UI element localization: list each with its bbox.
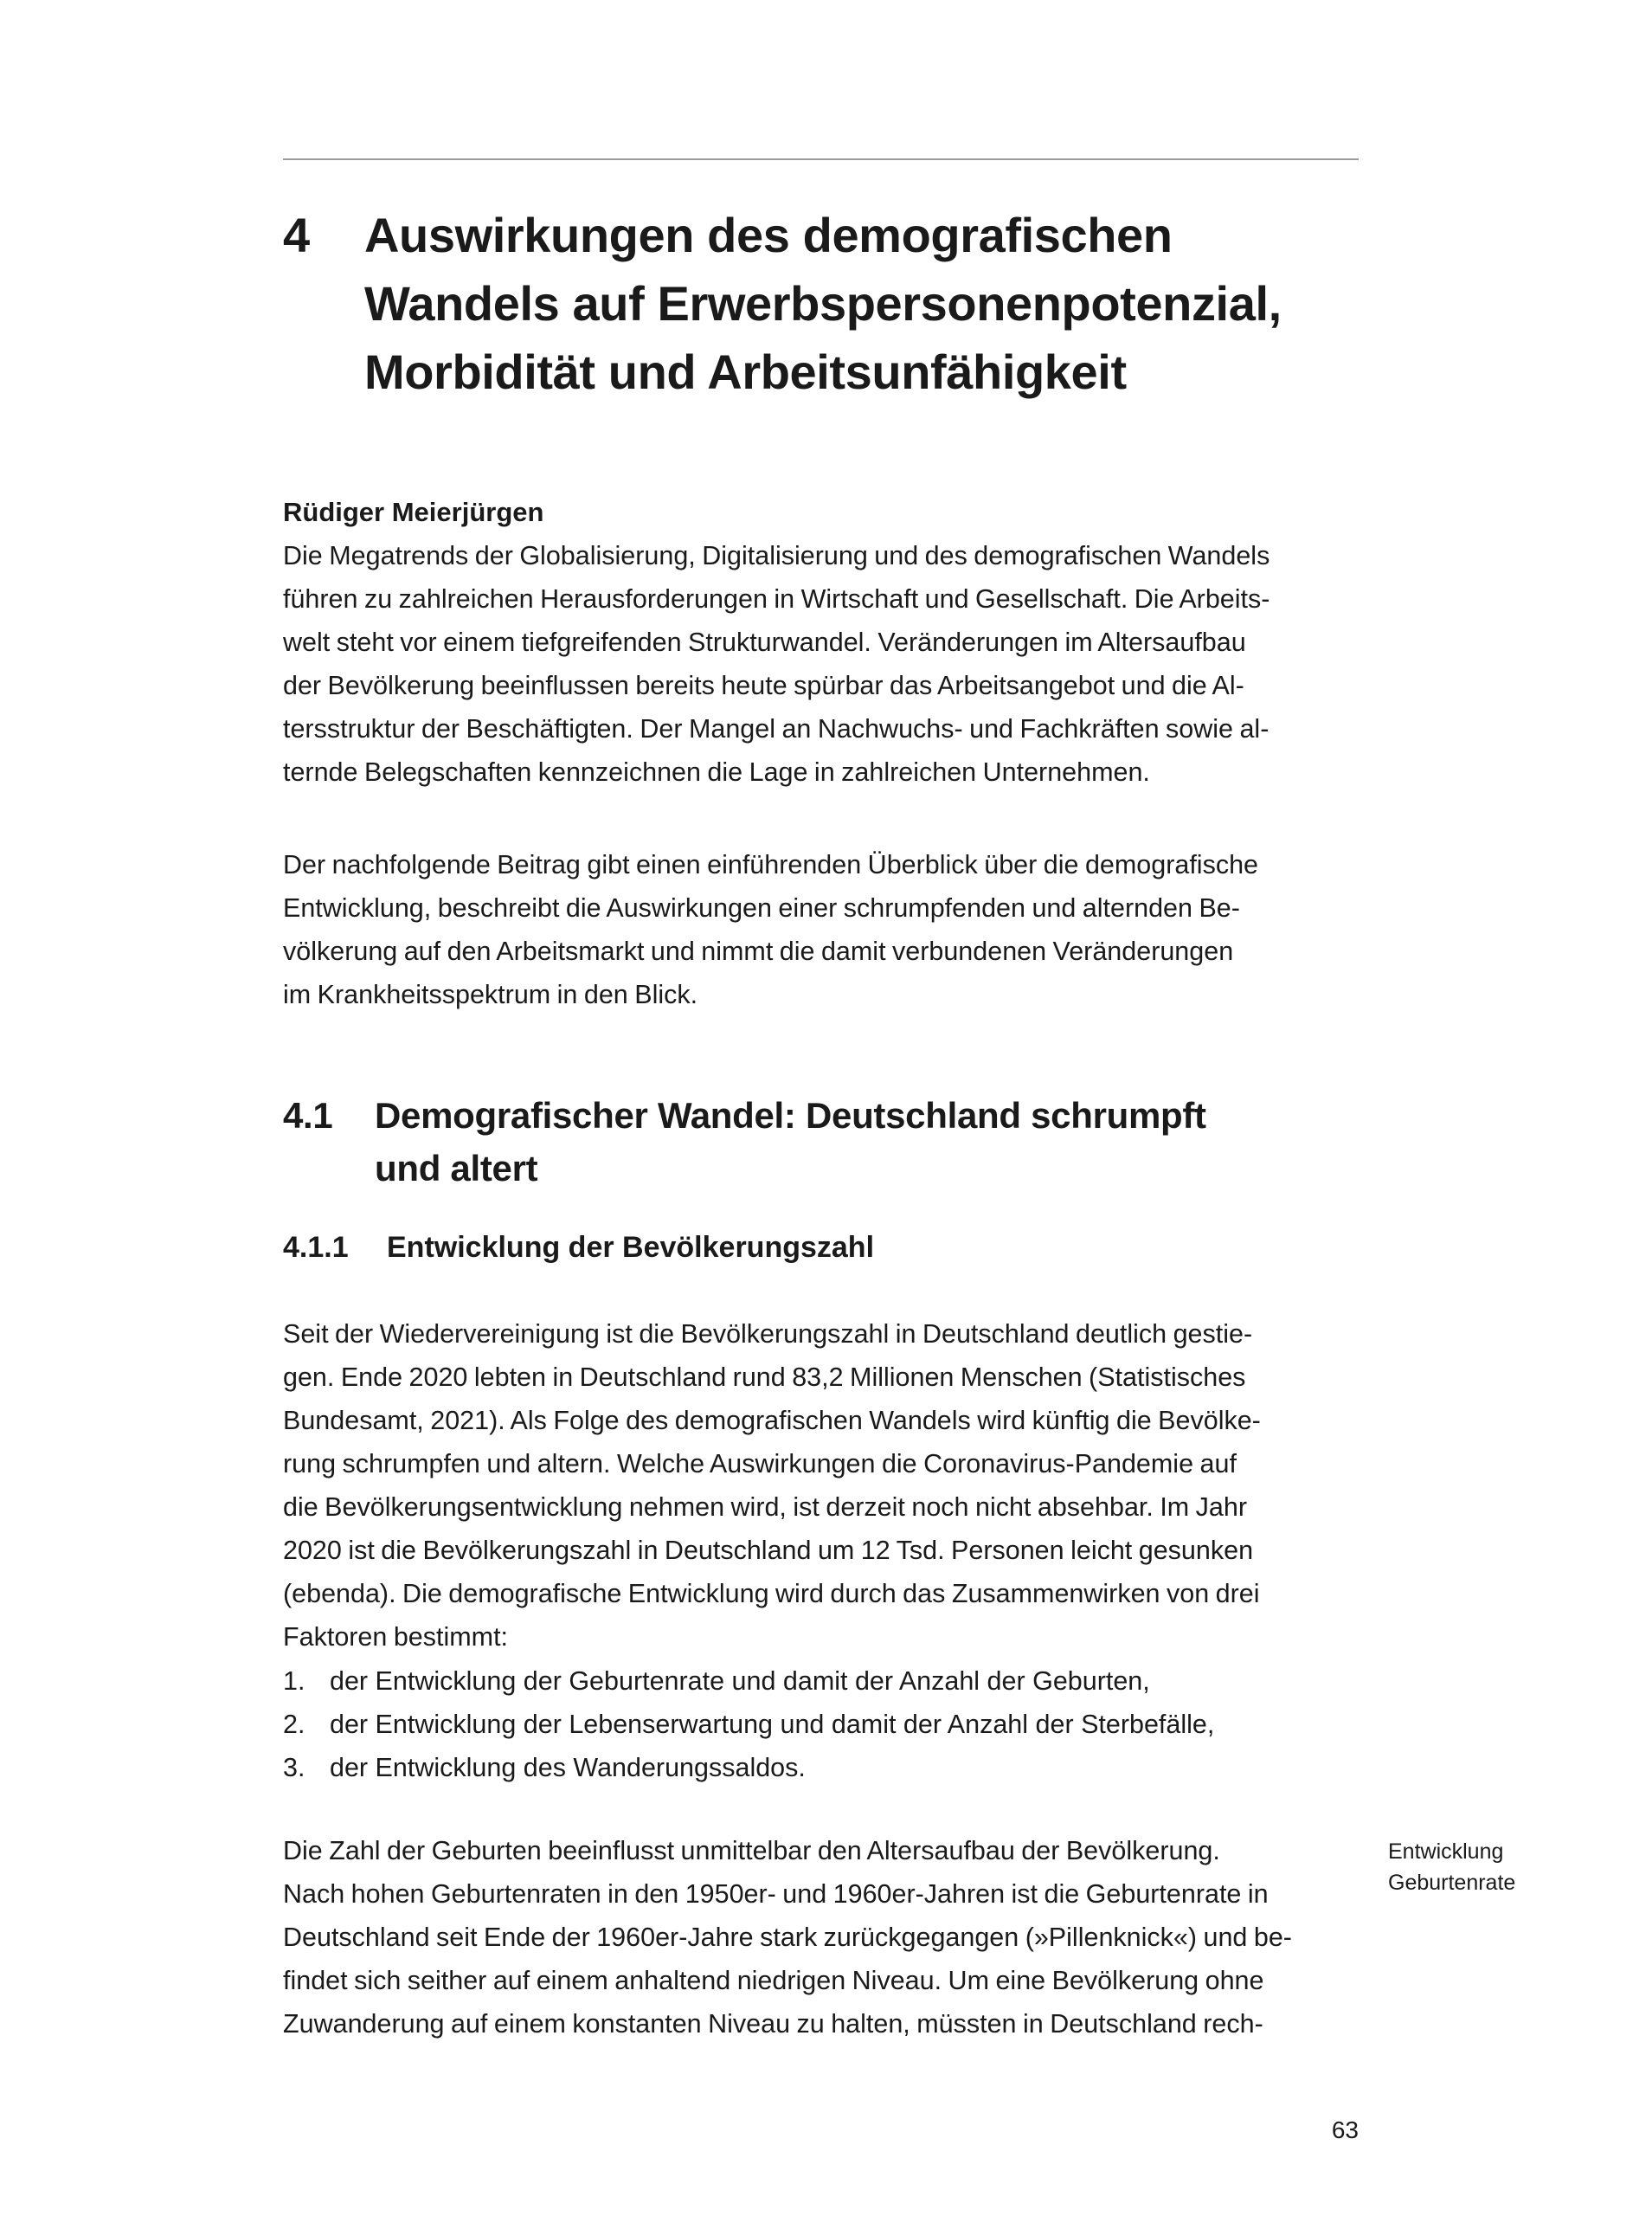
list-item — [283, 1659, 1214, 1703]
abstract-paragraph-1 — [283, 534, 1359, 794]
section-number: 4.1 — [283, 1095, 333, 1136]
text-line: Nach hohen Geburtenraten in den 1950er- und 1960er-Jahren ist die Geburtenrate in — [283, 1879, 1269, 1909]
section-title-line: und altert — [375, 1148, 538, 1189]
text-line: Die Megatrends der Globalisierung, Digitalisierung und des demografischen Wandels — [283, 541, 1270, 570]
subsection-number: 4.1.1 — [283, 1231, 349, 1264]
list-item-text: der Entwicklung des Wanderungssaldos. — [330, 1753, 806, 1782]
author-name: Rüdiger Meierjürgen — [283, 497, 544, 527]
chapter-title — [364, 201, 1368, 406]
text-line: gen. Ende 2020 lebten in Deutschland rund 83,2 Millionen Menschen (Statistisches — [283, 1362, 1246, 1392]
chapter-title-line: Wandels auf Erwerbspersonenpotenzial, — [364, 276, 1282, 331]
text-line: 2020 ist die Bevölkerungszahl in Deutschland um 12 Tsd. Personen leicht gesunken — [283, 1536, 1254, 1565]
margin-note-line: Entwicklung — [1388, 1839, 1504, 1864]
chapter-title-line: Auswirkungen des demografischen — [364, 208, 1173, 262]
section-title — [375, 1089, 1327, 1195]
chapter-title-line: Morbidität und Arbeitsunfähigkeit — [364, 345, 1127, 399]
section-title-line: Demografischer Wandel: Deutschland schrumpft — [375, 1095, 1206, 1136]
list-item-number: 2. — [283, 1710, 305, 1739]
list-item-text: der Entwicklung der Lebenserwartung und damit der Anzahl der Sterbefälle, — [330, 1710, 1215, 1739]
list-item-number: 3. — [283, 1753, 305, 1782]
text-line: findet sich seither auf einem anhaltend niedrigen Niveau. Um eine Bevölkerung ohne — [283, 1966, 1264, 1995]
subsection-title: Entwicklung der Bevölkerungszahl — [387, 1231, 875, 1264]
body-paragraph-2 — [283, 1829, 1359, 2045]
text-line: der Bevölkerung beeinflussen bereits heute spürbar das Arbeitsangebot und die Al- — [283, 671, 1244, 700]
text-line: Seit der Wiedervereinigung ist die Bevölkerungszahl in Deutschland deutlich gestie- — [283, 1319, 1253, 1349]
text-line: Faktoren bestimmt: — [283, 1622, 509, 1652]
text-line: (ebenda). Die demografische Entwicklung wird durch das Zusammenwirken von drei — [283, 1579, 1260, 1608]
chapter-number: 4 — [283, 208, 310, 262]
body-paragraph-1 — [283, 1312, 1359, 1659]
text-line: völkerung auf den Arbeitsmarkt und nimmt die damit verbundenen Veränderungen — [283, 937, 1234, 966]
text-line: tersstruktur der Beschäftigten. Der Mangel an Nachwuchs- und Fachkräften sowie al- — [283, 714, 1270, 744]
text-line: Bundesamt, 2021). Als Folge des demografischen Wandels wird künftig die Bevölke- — [283, 1406, 1261, 1435]
text-line: Die Zahl der Geburten beeinflusst unmittelbar den Altersaufbau der Bevölkerung. — [283, 1836, 1220, 1865]
list-item-text: der Entwicklung der Geburtenrate und damit der Anzahl der Geburten, — [330, 1666, 1150, 1696]
abstract-paragraph-2 — [283, 843, 1359, 1016]
text-line: rung schrumpfen und altern. Welche Auswirkungen die Coronavirus-Pandemie auf — [283, 1449, 1237, 1478]
list-item-number: 1. — [283, 1666, 305, 1696]
text-line: Zuwanderung auf einem konstanten Niveau zu halten, müssten in Deutschland rech- — [283, 2009, 1263, 2039]
chapter-heading — [283, 201, 1373, 406]
text-line: Entwicklung, beschreibt die Auswirkungen einer schrumpfenden und alternden Be- — [283, 893, 1240, 923]
header-rule — [283, 158, 1359, 160]
section-heading — [283, 1089, 1327, 1195]
factors-list — [283, 1659, 1214, 1789]
list-item — [283, 1703, 1214, 1746]
subsection-heading — [283, 1226, 874, 1269]
text-line: führen zu zahlreichen Herausforderungen in Wirtschaft und Gesellschaft. Die Arbeits- — [283, 584, 1270, 614]
margin-note-line: Geburtenrate — [1388, 1871, 1516, 1895]
text-line: die Bevölkerungsentwicklung nehmen wird, ist derzeit noch nicht absehbar. Im Jahr — [283, 1492, 1248, 1522]
page-number: 63 — [1331, 2116, 1359, 2143]
text-line: ternde Belegschaften kennzeichnen die Lage in zahlreichen Unternehmen. — [283, 757, 1150, 787]
text-line: Deutschland seit Ende der 1960er-Jahre stark zurückgegangen (»Pillenknick«) und be- — [283, 1923, 1292, 1952]
text-line: im Krankheitsspektrum in den Blick. — [283, 980, 698, 1009]
text-line: Der nachfolgende Beitrag gibt einen einführenden Überblick über die demografische — [283, 850, 1259, 879]
list-item — [283, 1746, 1214, 1789]
margin-note — [1388, 1836, 1515, 1898]
text-line: welt steht vor einem tiefgreifenden Strukturwandel. Veränderungen im Altersaufbau — [283, 628, 1246, 657]
